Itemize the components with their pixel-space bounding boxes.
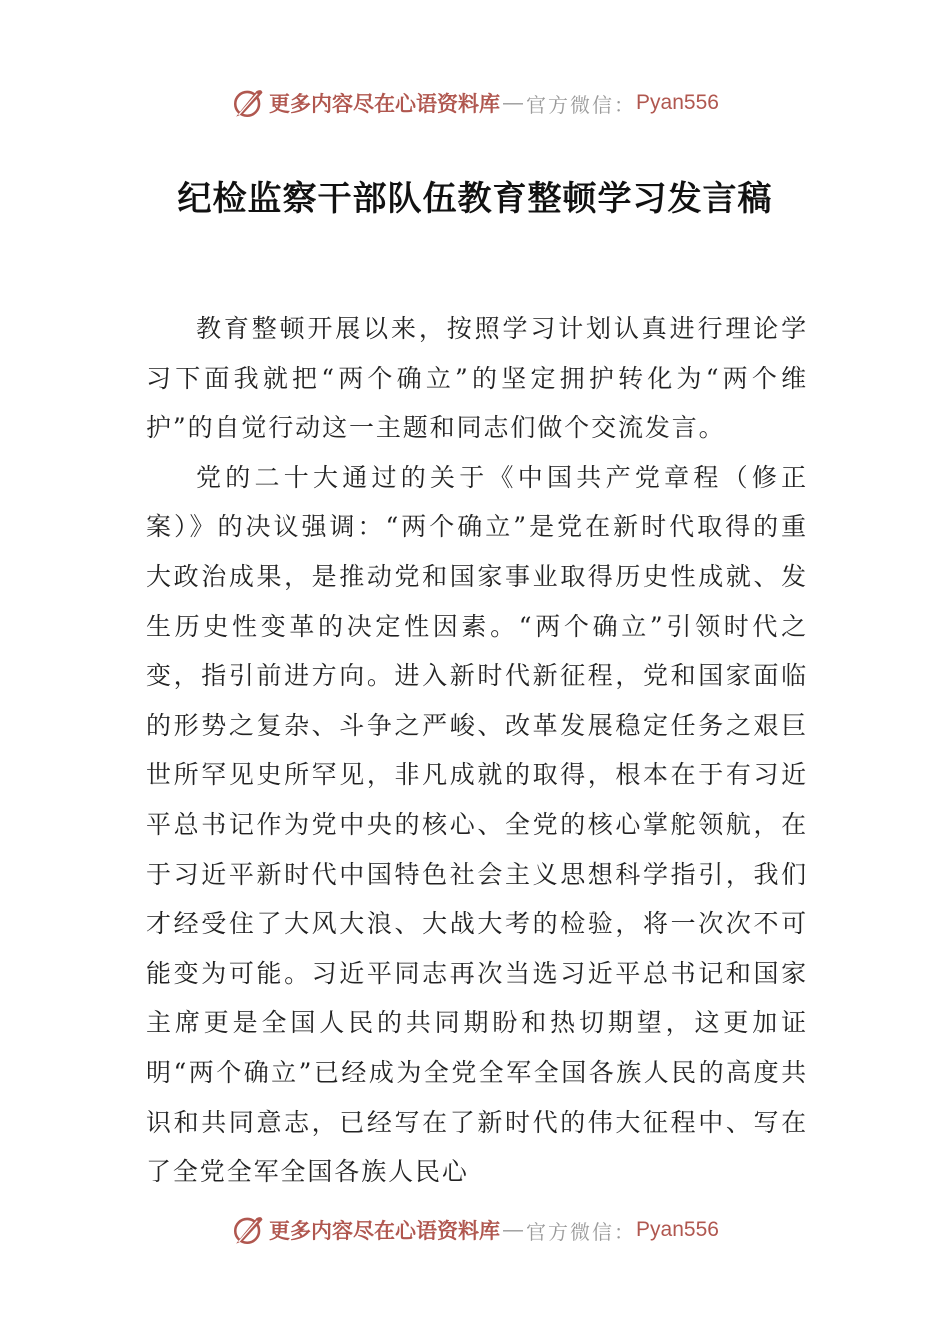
banner-separator: — bbox=[503, 91, 524, 114]
banner-wechat-id: Pyan556 bbox=[636, 1218, 719, 1241]
banner-wechat-label: 官方微信： bbox=[526, 1219, 637, 1244]
banner-brand-text: 更多内容尽在心语资料库 bbox=[269, 1218, 501, 1243]
banner-separator: — bbox=[503, 1218, 524, 1241]
quill-pen-logo-icon bbox=[231, 1213, 265, 1247]
document-title: 纪检监察干部队伍教育整顿学习发言稿 bbox=[177, 179, 773, 219]
banner-wechat-label: 官方微信： bbox=[526, 92, 637, 117]
body-paragraph: 党的二十大通过的关于《中国共产党章程（修正案）》的决议强调：“两个确立”是党在新时代取得的重大政治成果，是推动党和国家事业取得历史性成就、发生历史性变革的决定性因素。“两个确立”引领时代之变，指引前进方向。进入新时代新征程，党和国家面临的形势之复杂、斗争之严峻、改革发展稳定任务之艰巨世所罕见史所罕见，非凡成就的取得，根本在于有习近平总书记作为党中央的核心、全党的核心掌舵领航，在于习近平新时代中国特色社会主义思想科学指引，我们才经受住了大风大浪、大战大考的检验，将一次次不可能变为可能。习近平同志再次当选习近平总书记和国家主席更是全国人民的共同期盼和热切期望，这更加证明“两个确立”已经成为全党全军全国各族人民的高度共识和共同意志，已经写在了新时代的伟大征程中、写在了全党全军全国各族人民心 bbox=[146, 462, 808, 1187]
header-watermark-banner bbox=[0, 83, 950, 123]
document-body bbox=[146, 304, 808, 1197]
banner-wechat-id: Pyan556 bbox=[636, 91, 719, 114]
quill-pen-logo-icon bbox=[231, 86, 265, 120]
footer-watermark-banner bbox=[0, 1210, 950, 1250]
body-paragraph: 教育整顿开展以来，按照学习计划认真进行理论学习下面我就把“两个确立”的坚定拥护转化为“两个维护”的自觉行动这一主题和同志们做个交流发言。 bbox=[146, 314, 808, 443]
banner-brand-text: 更多内容尽在心语资料库 bbox=[269, 91, 501, 116]
